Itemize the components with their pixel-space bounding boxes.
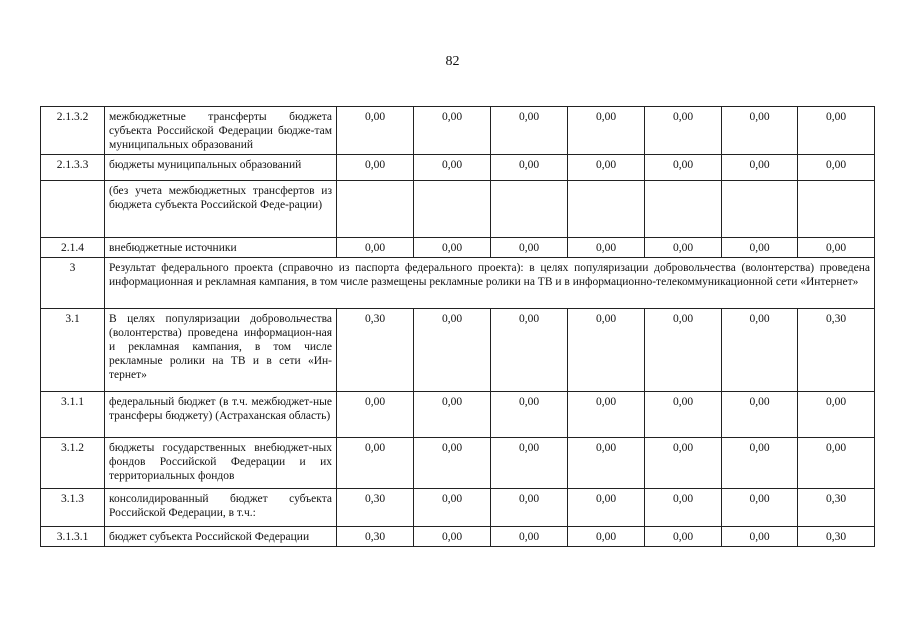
- value-cell: 0,00: [337, 107, 414, 155]
- table-row: [41, 155, 875, 181]
- value-cell: 0,00: [491, 527, 568, 547]
- value-cell: [722, 181, 798, 238]
- value-cell: 0,00: [798, 238, 875, 258]
- table-row: [41, 438, 875, 489]
- value-cell: 0,00: [491, 238, 568, 258]
- value-cell: 0,00: [722, 238, 798, 258]
- table-row: [41, 309, 875, 392]
- row-description: внебюджетные источники: [105, 238, 337, 258]
- page-number: 82: [445, 54, 460, 69]
- table-row: [41, 107, 875, 155]
- value-cell: 0,00: [491, 309, 568, 392]
- row-description: консолидированный бюджет субъекта Российской Федерации, в т.ч.:: [105, 489, 337, 527]
- value-cell: 0,00: [645, 489, 722, 527]
- row-code: 3: [41, 258, 105, 309]
- value-cell: [568, 181, 645, 238]
- table-row: [41, 181, 875, 238]
- value-cell: 0,00: [414, 489, 491, 527]
- value-cell: 0,00: [414, 527, 491, 547]
- value-cell: 0,00: [722, 155, 798, 181]
- value-cell: 0,00: [491, 155, 568, 181]
- row-code: 3.1.3.1: [41, 527, 105, 547]
- value-cell: 0,30: [798, 489, 875, 527]
- row-description: федеральный бюджет (в т.ч. межбюджет-ные трансферы бюджету) (Астраханская область): [105, 392, 337, 438]
- value-cell: 0,00: [798, 155, 875, 181]
- value-cell: 0,00: [414, 309, 491, 392]
- table-row: [41, 258, 875, 309]
- value-cell: 0,00: [414, 107, 491, 155]
- value-cell: 0,00: [337, 155, 414, 181]
- value-cell: 0,00: [798, 438, 875, 489]
- value-cell: 0,00: [414, 155, 491, 181]
- row-code: [41, 181, 105, 238]
- row-description: (без учета межбюджетных трансфертов из бюджета субъекта Российской Феде-рации): [105, 181, 337, 238]
- row-description: В целях популяризации добровольчества (волонтерства) проведена информацион-ная и рекламная кампания, в том числе рекламные ролики на ТВ и в сети «Ин-тернет»: [105, 309, 337, 392]
- value-cell: [337, 181, 414, 238]
- value-cell: 0,00: [645, 309, 722, 392]
- value-cell: 0,00: [722, 107, 798, 155]
- value-cell: 0,00: [798, 107, 875, 155]
- table-row: [41, 489, 875, 527]
- value-cell: 0,00: [645, 107, 722, 155]
- value-cell: 0,00: [722, 527, 798, 547]
- value-cell: [645, 181, 722, 238]
- value-cell: 0,00: [645, 527, 722, 547]
- value-cell: 0,00: [722, 392, 798, 438]
- value-cell: 0,00: [491, 107, 568, 155]
- value-cell: 0,00: [722, 309, 798, 392]
- value-cell: 0,30: [798, 309, 875, 392]
- value-cell: 0,00: [568, 527, 645, 547]
- section-title: Результат федерального проекта (справочно из паспорта федерального проекта): в целях популяризации добровольчества (волонтерства) проведена информационная и рекламная кампания, в том числе размещены рекламные ролики на ТВ и в информационно-телекоммуникационной сети «Интернет»: [105, 258, 875, 309]
- value-cell: 0,30: [337, 489, 414, 527]
- row-code: 3.1.2: [41, 438, 105, 489]
- value-cell: 0,30: [798, 527, 875, 547]
- value-cell: 0,00: [568, 107, 645, 155]
- value-cell: 0,00: [337, 438, 414, 489]
- value-cell: [491, 181, 568, 238]
- value-cell: [798, 181, 875, 238]
- value-cell: 0,00: [491, 438, 568, 489]
- value-cell: 0,00: [414, 438, 491, 489]
- value-cell: 0,00: [568, 309, 645, 392]
- row-code: 2.1.4: [41, 238, 105, 258]
- value-cell: 0,00: [337, 392, 414, 438]
- row-code: 2.1.3.2: [41, 107, 105, 155]
- value-cell: 0,00: [722, 438, 798, 489]
- value-cell: 0,00: [491, 392, 568, 438]
- value-cell: 0,00: [491, 489, 568, 527]
- value-cell: 0,30: [337, 527, 414, 547]
- value-cell: 0,00: [645, 438, 722, 489]
- row-description: межбюджетные трансферты бюджета субъекта Российской Федерации бюдже-там муниципальных образований: [105, 107, 337, 155]
- value-cell: 0,00: [414, 392, 491, 438]
- row-description: бюджеты муниципальных образований: [105, 155, 337, 181]
- value-cell: 0,00: [568, 392, 645, 438]
- value-cell: 0,00: [645, 238, 722, 258]
- table-row: [41, 527, 875, 547]
- row-description: бюджеты государственных внебюджет-ных фондов Российской Федерации и их территориальных фондов: [105, 438, 337, 489]
- value-cell: 0,00: [722, 489, 798, 527]
- table-row: [41, 392, 875, 438]
- value-cell: 0,00: [414, 238, 491, 258]
- row-code: 3.1: [41, 309, 105, 392]
- value-cell: 0,00: [645, 392, 722, 438]
- table-row: [41, 238, 875, 258]
- value-cell: [414, 181, 491, 238]
- row-code: 2.1.3.3: [41, 155, 105, 181]
- budget-table: [40, 106, 875, 547]
- row-description: бюджет субъекта Российской Федерации: [105, 527, 337, 547]
- value-cell: 0,00: [568, 238, 645, 258]
- value-cell: 0,00: [568, 489, 645, 527]
- value-cell: 0,00: [337, 238, 414, 258]
- value-cell: 0,00: [645, 155, 722, 181]
- value-cell: 0,00: [568, 438, 645, 489]
- value-cell: 0,00: [568, 155, 645, 181]
- value-cell: 0,30: [337, 309, 414, 392]
- row-code: 3.1.3: [41, 489, 105, 527]
- row-code: 3.1.1: [41, 392, 105, 438]
- value-cell: 0,00: [798, 392, 875, 438]
